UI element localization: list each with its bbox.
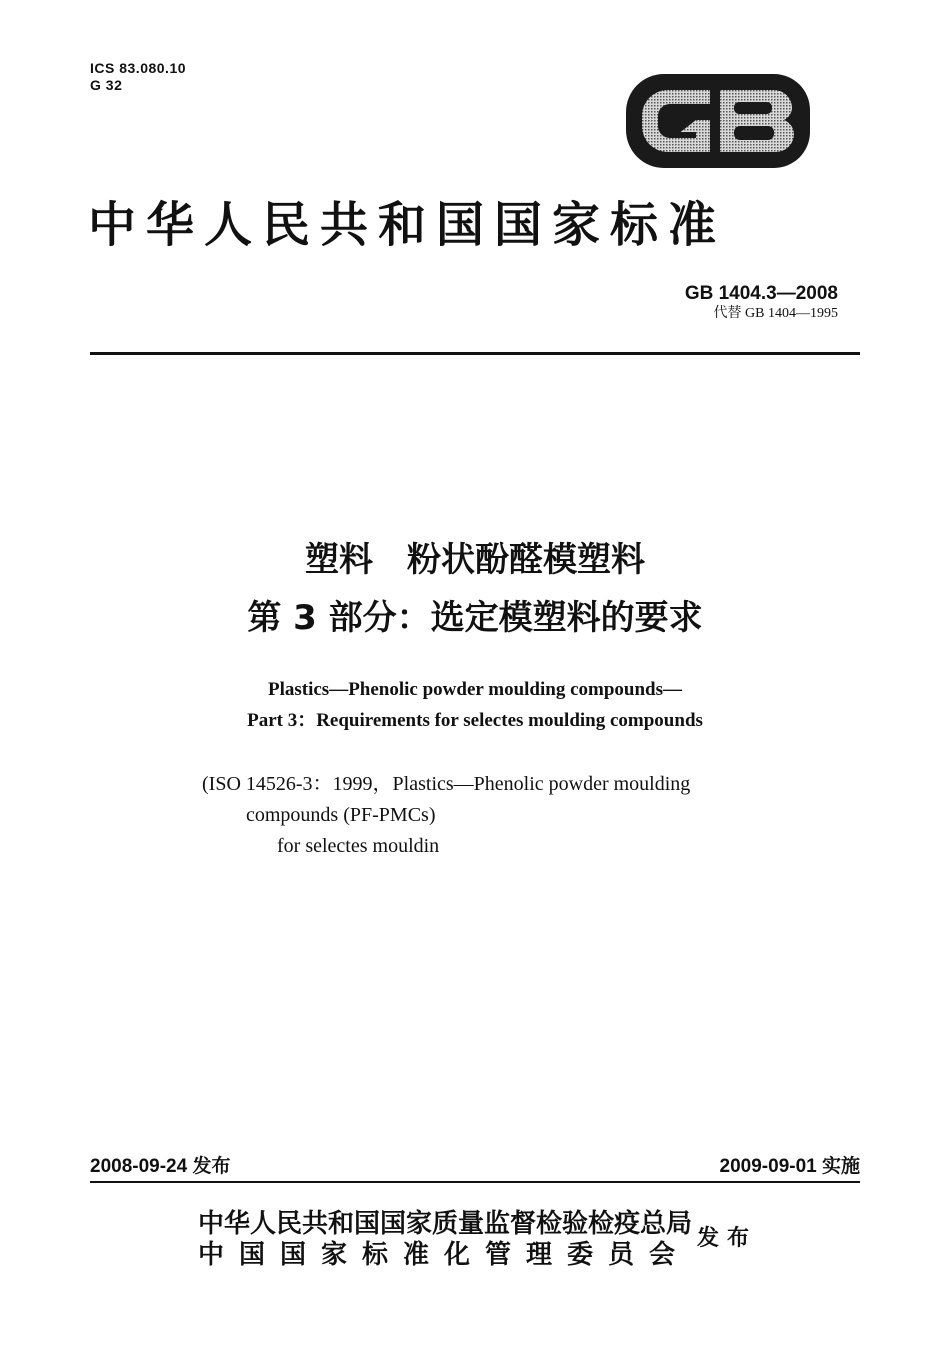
iso-reference-line-3: for selectes mouldin <box>277 835 440 857</box>
standard-number: GB 1404.3—2008 <box>684 283 838 304</box>
replaces-standard: 代替 GB 1404—1995 <box>713 306 838 321</box>
ccs-code: G 32 <box>90 77 123 93</box>
header-divider <box>90 352 860 355</box>
chinese-title-line-1: 塑料 粉状酚醛模塑料 <box>305 540 645 580</box>
issue-date: 2008-09-24 发布 <box>90 1156 231 1177</box>
english-title-line-2: Part 3：Requirements for selectes moulding compounds <box>247 710 703 731</box>
footer-divider <box>90 1181 860 1183</box>
iso-reference-line-1: (ISO 14526-3：1999，Plastics—Phenolic powder moulding <box>202 773 691 795</box>
ics-code: ICS 83.080.10 <box>90 60 187 76</box>
classification-codes <box>90 60 186 94</box>
iso-reference-line-2: compounds (PF-PMCs) <box>246 804 436 826</box>
publish-label: 发布 <box>697 1225 758 1251</box>
national-standard-title: 中华人民共和国国家标准 <box>88 197 727 253</box>
issuer-line-1: 中华人民共和国国家质量监督检验检疫总局 <box>198 1209 693 1239</box>
issuer-line-2: 中国国家标准化管理委员会 <box>198 1240 691 1270</box>
english-title-line-1: Plastics—Phenolic powder moulding compounds— <box>267 679 682 700</box>
gb-logo <box>624 72 812 170</box>
chinese-title-line-2: 第 3 部分：选定模塑料的要求 <box>247 598 703 638</box>
implementation-date: 2009-09-01 实施 <box>719 1156 860 1177</box>
